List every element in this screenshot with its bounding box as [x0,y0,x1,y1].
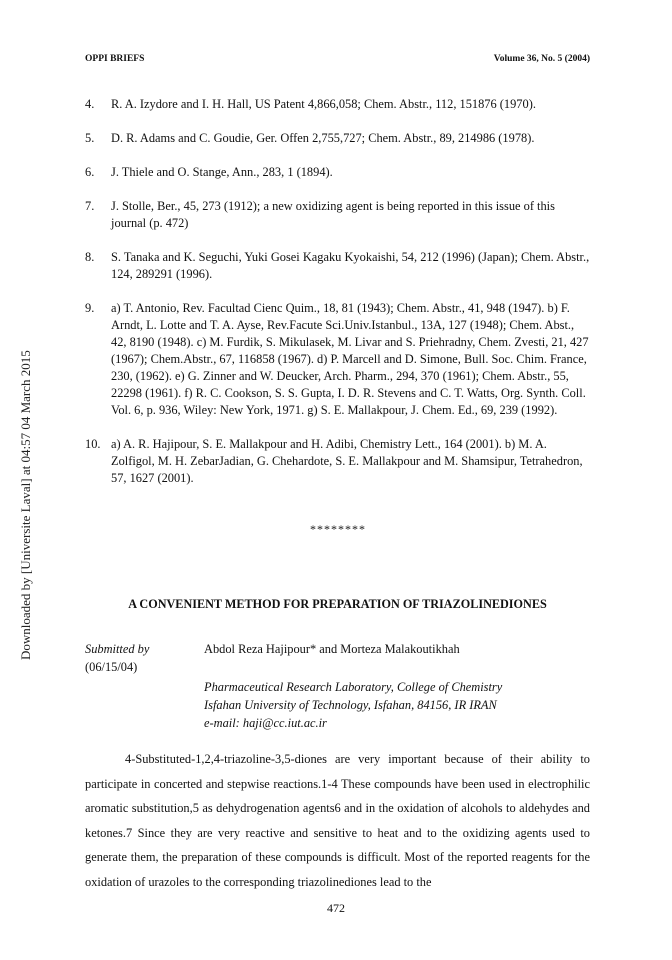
reference-item [85,249,590,283]
reference-text: D. R. Adams and C. Goudie, Ger. Offen 2,755,727; Chem. Abstr., 89, 214986 (1978). [111,131,535,145]
reference-number: 5. [85,131,95,145]
body-paragraph: 4-Substituted-1,2,4-triazoline-3,5-diones are very important because of their ability to participate in concerted and stepwise reactions.1-4 These compounds have been used in electrophilic aromatic substitution,5 as dehydrogenation agents6 and in the oxidation of alcohols to aldehydes and ketones.7 Since they are very reactive and sensitive to heat and to the oxidizing agents used to generate them, the preparation of these compounds is difficult. Most of the reported reagents for the oxidation of urazoles to the corresponding triazolinediones lead to the [85,752,590,889]
email-line: e-mail: haji@cc.iut.ac.ir [204,716,327,730]
journal-section: OPPI BRIEFS [85,54,145,64]
affiliation-line: Pharmaceutical Research Laboratory, College of Chemistry [204,680,503,694]
reference-number: 7. [85,199,95,213]
reference-list [85,96,590,504]
reference-number: 8. [85,250,95,264]
volume-info: Volume 36, No. 5 (2004) [493,54,590,64]
reference-item [85,130,590,147]
affiliation-line: Isfahan University of Technology, Isfahan, 84156, IR IRAN [204,698,497,712]
reference-item [85,198,590,232]
reference-item [85,300,590,419]
author-names: Abdol Reza Hajipour* and Morteza Malakoutikhah [204,642,460,656]
running-header [85,54,590,70]
reference-item [85,436,590,487]
article-body [85,747,590,894]
reference-item [85,164,590,181]
reference-text: R. A. Izydore and I. H. Hall, US Patent 4,866,058; Chem. Abstr., 112, 151876 (1970). [111,97,536,111]
reference-text: S. Tanaka and K. Seguchi, Yuki Gosei Kagaku Kyokaishi, 54, 212 (1996) (Japan); Chem. Abstr., 124, 289291 (1996). [111,250,590,281]
reference-text: J. Stolle, Ber., 45, 273 (1912); a new oxidizing agent is being reported in this issue of this journal (p. 472) [111,199,555,230]
reference-text: J. Thiele and O. Stange, Ann., 283, 1 (1894). [111,165,333,179]
reference-text: a) T. Antonio, Rev. Facultad Cienc Quim., 18, 81 (1943); Chem. Abstr., 41, 948 (1947). b) F. Arndt, L. Lotte and T. A. Ayse, Rev.Facute Sci.Univ.Istanbul., 13A, 127 (1948); Chem. Abst., 42, 8190 (1948). c) M. Furdik, S. Mikulasek, M. Livar and S. Priehradny, Chem. Zvesti, 21, 427 (1967); Chem.Abstr., 67, 116858 (1967). d) P. Marcell and D. Simone, Bull. Soc. Chim. France, 230, (1962). e) G. Zinner and W. Deucker, Arch. Pharm., 294, 370 (1961); Chem. Abstr., 55, 22298 (1961). f) R. C. Cookson, S. S. Gupta, I. D. R. Stevens and C. T. Watts, Org. Synth. Coll. Vol. 6, p. 936, Wiley: New York, 1971. g) S. E. Mallakpour, J. Chem. Ed., 69, 239 (1992). [111,301,589,417]
reference-text: a) A. R. Hajipour, S. E. Mallakpour and H. Adibi, Chemistry Lett., 164 (2001). b) M. A. Zolfigol, M. H. ZebarJadian, G. Chehardote, S. E. Mallakpour and M. Shamsipur, Tetrahedron, 57, 1627 (2001). [111,437,583,485]
page-number: 472 [327,901,345,915]
section-separator: ******** [310,522,366,536]
affiliation-block [204,678,502,732]
reference-number: 9. [85,301,95,315]
submitted-label: Submitted by [85,642,150,656]
reference-number: 10. [85,437,101,451]
submitted-date: (06/15/04) [85,660,138,674]
reference-number: 4. [85,97,95,111]
reference-number: 6. [85,165,95,179]
article-title: A CONVENIENT METHOD FOR PREPARATION OF TRIAZOLINEDIONES [128,597,547,611]
download-watermark: Downloaded by [Universite Laval] at 04:57 04 March 2015 [18,350,33,660]
reference-item [85,96,590,113]
